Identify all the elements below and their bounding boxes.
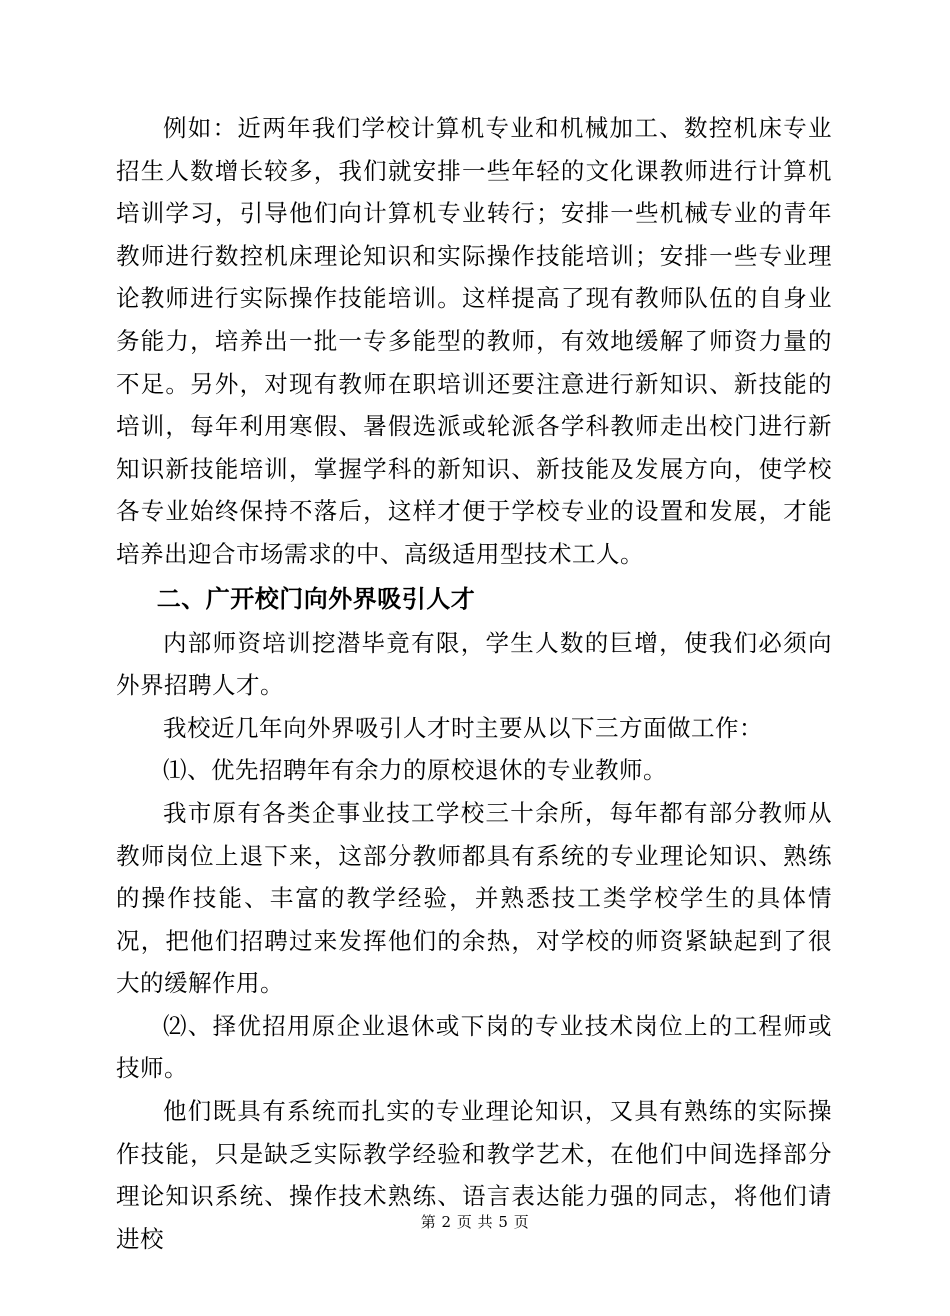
- page-number-footer: 第 2 页 共 5 页: [420, 1213, 530, 1231]
- list-item-2: ⑵、择优招用原企业退休或下岗的专业技术岗位上的工程师或技师。: [116, 1011, 832, 1083]
- section-heading: 二、广开校门向外界吸引人才: [156, 584, 476, 613]
- list-item-1: ⑴、优先招聘年有余力的原校退休的专业教师。: [163, 756, 667, 785]
- paragraph-engineers: 他们既具有系统而扎实的专业理论知识，又具有熟练的实际操作技能，只是缺乏实际教学经验和教学艺术，在他们中间选择部分理论知识系统、操作技术熟练、语言表达能力强的同志，将他们请进校: [116, 1097, 832, 1253]
- document-body: [116, 107, 832, 1260]
- paragraph-internal-limits: 内部师资培训挖潜毕竟有限，学生人数的巨增，使我们必须向外界招聘人才。: [116, 628, 832, 700]
- paragraph-three-aspects: 我校近几年向外界吸引人才时主要从以下三方面做工作：: [163, 713, 763, 742]
- paragraph-retired-teachers: 我市原有各类企事业技工学校三十余所，每年都有部分教师从教师岗位上退下来，这部分教师都具有系统的专业理论知识、熟练的操作技能、丰富的教学经验，并熟悉技工类学校学生的具体情况，把他们招聘过来发挥他们的余热，对学校的师资紧缺起到了很大的缓解作用。: [116, 798, 832, 998]
- paragraph-example: 例如：近两年我们学校计算机专业和机械加工、数控机床专业招生人数增长较多，我们就安排一些年轻的文化课教师进行计算机培训学习，引导他们向计算机专业转行；安排一些机械专业的青年教师进行数控机床理论知识和实际操作技能培训；安排一些专业理论教师进行实际操作技能培训。这样提高了现有教师队伍的自身业务能力，培养出一批一专多能型的教师，有效地缓解了师资力量的不足。另外，对现有教师在职培训还要注意进行新知识、新技能的培训，每年利用寒假、暑假选派或轮派各学科教师走出校门进行新知识新技能培训，掌握学科的新知识、新技能及发展方向，使学校各专业始终保持不落后，这样才便于学校专业的设置和发展，才能培养出迎合市场需求的中、高级适用型技术工人。: [116, 114, 832, 568]
